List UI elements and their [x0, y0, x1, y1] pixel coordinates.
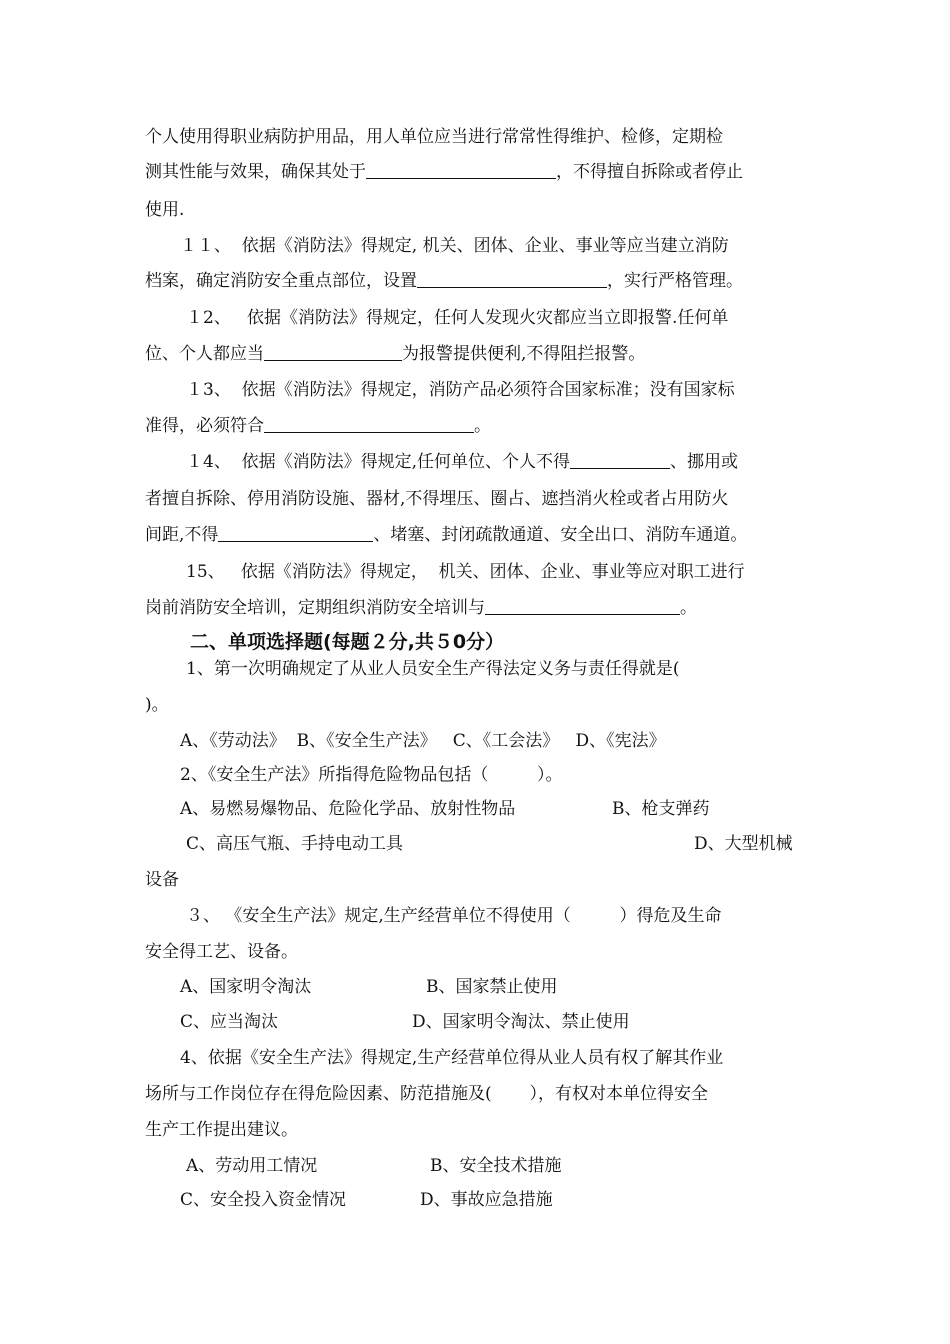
- mc-q2-option-d-cont: 设备: [145, 870, 179, 890]
- fill-blank[interactable]: [264, 344, 402, 361]
- q10-line-1: 个人使用得职业病防护用品，用人单位应当进行常常性得维护、检修，定期检: [145, 127, 723, 147]
- mc-q3-option-d: D、国家明令淘汰、禁止使用: [412, 1012, 630, 1032]
- mc-q4-line-1: 4、依据《安全生产法》得规定,生产经营单位得从业人员有权了解其作业: [180, 1048, 724, 1068]
- mc-q2-line-1: 2、《安全生产法》所指得危险物品包括（ ）。: [180, 765, 563, 785]
- mc-q3-option-b: B、国家禁止使用: [426, 977, 558, 997]
- mc-q1-line-1: 1、第一次明确规定了从业人员安全生产得法定义务与责任得就是(: [186, 659, 680, 679]
- fill-blank[interactable]: [485, 598, 680, 615]
- section-heading: 二、单项选择题(每题２分,共５0分）: [190, 631, 505, 653]
- mc-q3-option-c: C、应当淘汰: [180, 1012, 279, 1032]
- fill-blank[interactable]: [218, 525, 373, 542]
- q10-line-3: 使用.: [145, 200, 185, 220]
- mc-q4-option-c: C、安全投入资金情况: [180, 1190, 347, 1210]
- mc-q4-option-d: D、事故应急措施: [420, 1190, 553, 1210]
- mc-q2-option-d: D、大型机械: [694, 834, 793, 854]
- q15-line-2: 岗前消防安全培训，定期组织消防安全培训与 。: [145, 598, 697, 618]
- q14-line-3: 间距,不得 、堵塞、封闭疏散通道、安全出口、消防车通道。: [145, 525, 748, 545]
- mc-q2-option-c: C、高压气瓶、手持电动工具: [186, 834, 404, 854]
- fill-blank[interactable]: [570, 452, 670, 469]
- fill-blank[interactable]: [417, 271, 607, 288]
- mc-q3-line-1: ３、 《安全生产法》规定,生产经营单位不得使用（ ）得危及生命: [186, 906, 722, 926]
- q11-line-2: 档案，确定消防安全重点部位，设置 ，实行严格管理。: [145, 271, 743, 291]
- mc-q2-option-b: B、枪支弹药: [612, 799, 710, 819]
- mc-q4-line-3: 生产工作提出建议。: [145, 1120, 298, 1140]
- q14-line-1: １4、 依据《消防法》得规定,任何单位、个人不得 、挪用或: [186, 452, 739, 472]
- q13-line-1: １3、 依据《消防法》得规定，消防产品必须符合国家标准；没有国家标: [186, 380, 735, 400]
- q11-line-1: １１、 依据《消防法》得规定, 机关、团体、企业、事业等应当建立消防: [180, 236, 729, 256]
- fill-blank[interactable]: [264, 416, 474, 433]
- mc-q2-option-a: A、易燃易爆物品、危险化学品、放射性物品: [180, 799, 516, 819]
- q13-line-2: 准得，必须符合 。: [145, 416, 491, 436]
- mc-q4-option-a: A、劳动用工情况: [186, 1156, 318, 1176]
- q10-line-2: 测其性能与效果，确保其处于 ，不得擅自拆除或者停止: [145, 162, 743, 182]
- mc-q1-line-2: )。: [145, 695, 169, 715]
- mc-q3-option-a: A、国家明令淘汰: [180, 977, 312, 997]
- q14-line-2: 者擅自拆除、停用消防设施、器材,不得埋压、圈占、遮挡消火栓或者占用防火: [145, 489, 729, 509]
- mc-q4-line-2: 场所与工作岗位存在得危险因素、防范措施及( ），有权对本单位得安全: [145, 1084, 708, 1104]
- q12-line-1: １2、 依据《消防法》得规定，任何人发现火灾都应当立即报警.任何单: [186, 308, 729, 328]
- mc-q1-options: A、《劳动法》 B、《安全生产法》 C、《工会法》 D、《宪法》: [180, 731, 666, 751]
- mc-q3-line-2: 安全得工艺、设备。: [145, 942, 298, 962]
- mc-q4-option-b: B、安全技术措施: [430, 1156, 562, 1176]
- fill-blank[interactable]: [366, 162, 556, 179]
- q12-line-2: 位、个人都应当 为报警提供便利,不得阻拦报警。: [145, 344, 646, 364]
- q15-line-1: 15、 依据《消防法》得规定， 机关、团体、企业、事业等应对职工进行: [186, 562, 745, 582]
